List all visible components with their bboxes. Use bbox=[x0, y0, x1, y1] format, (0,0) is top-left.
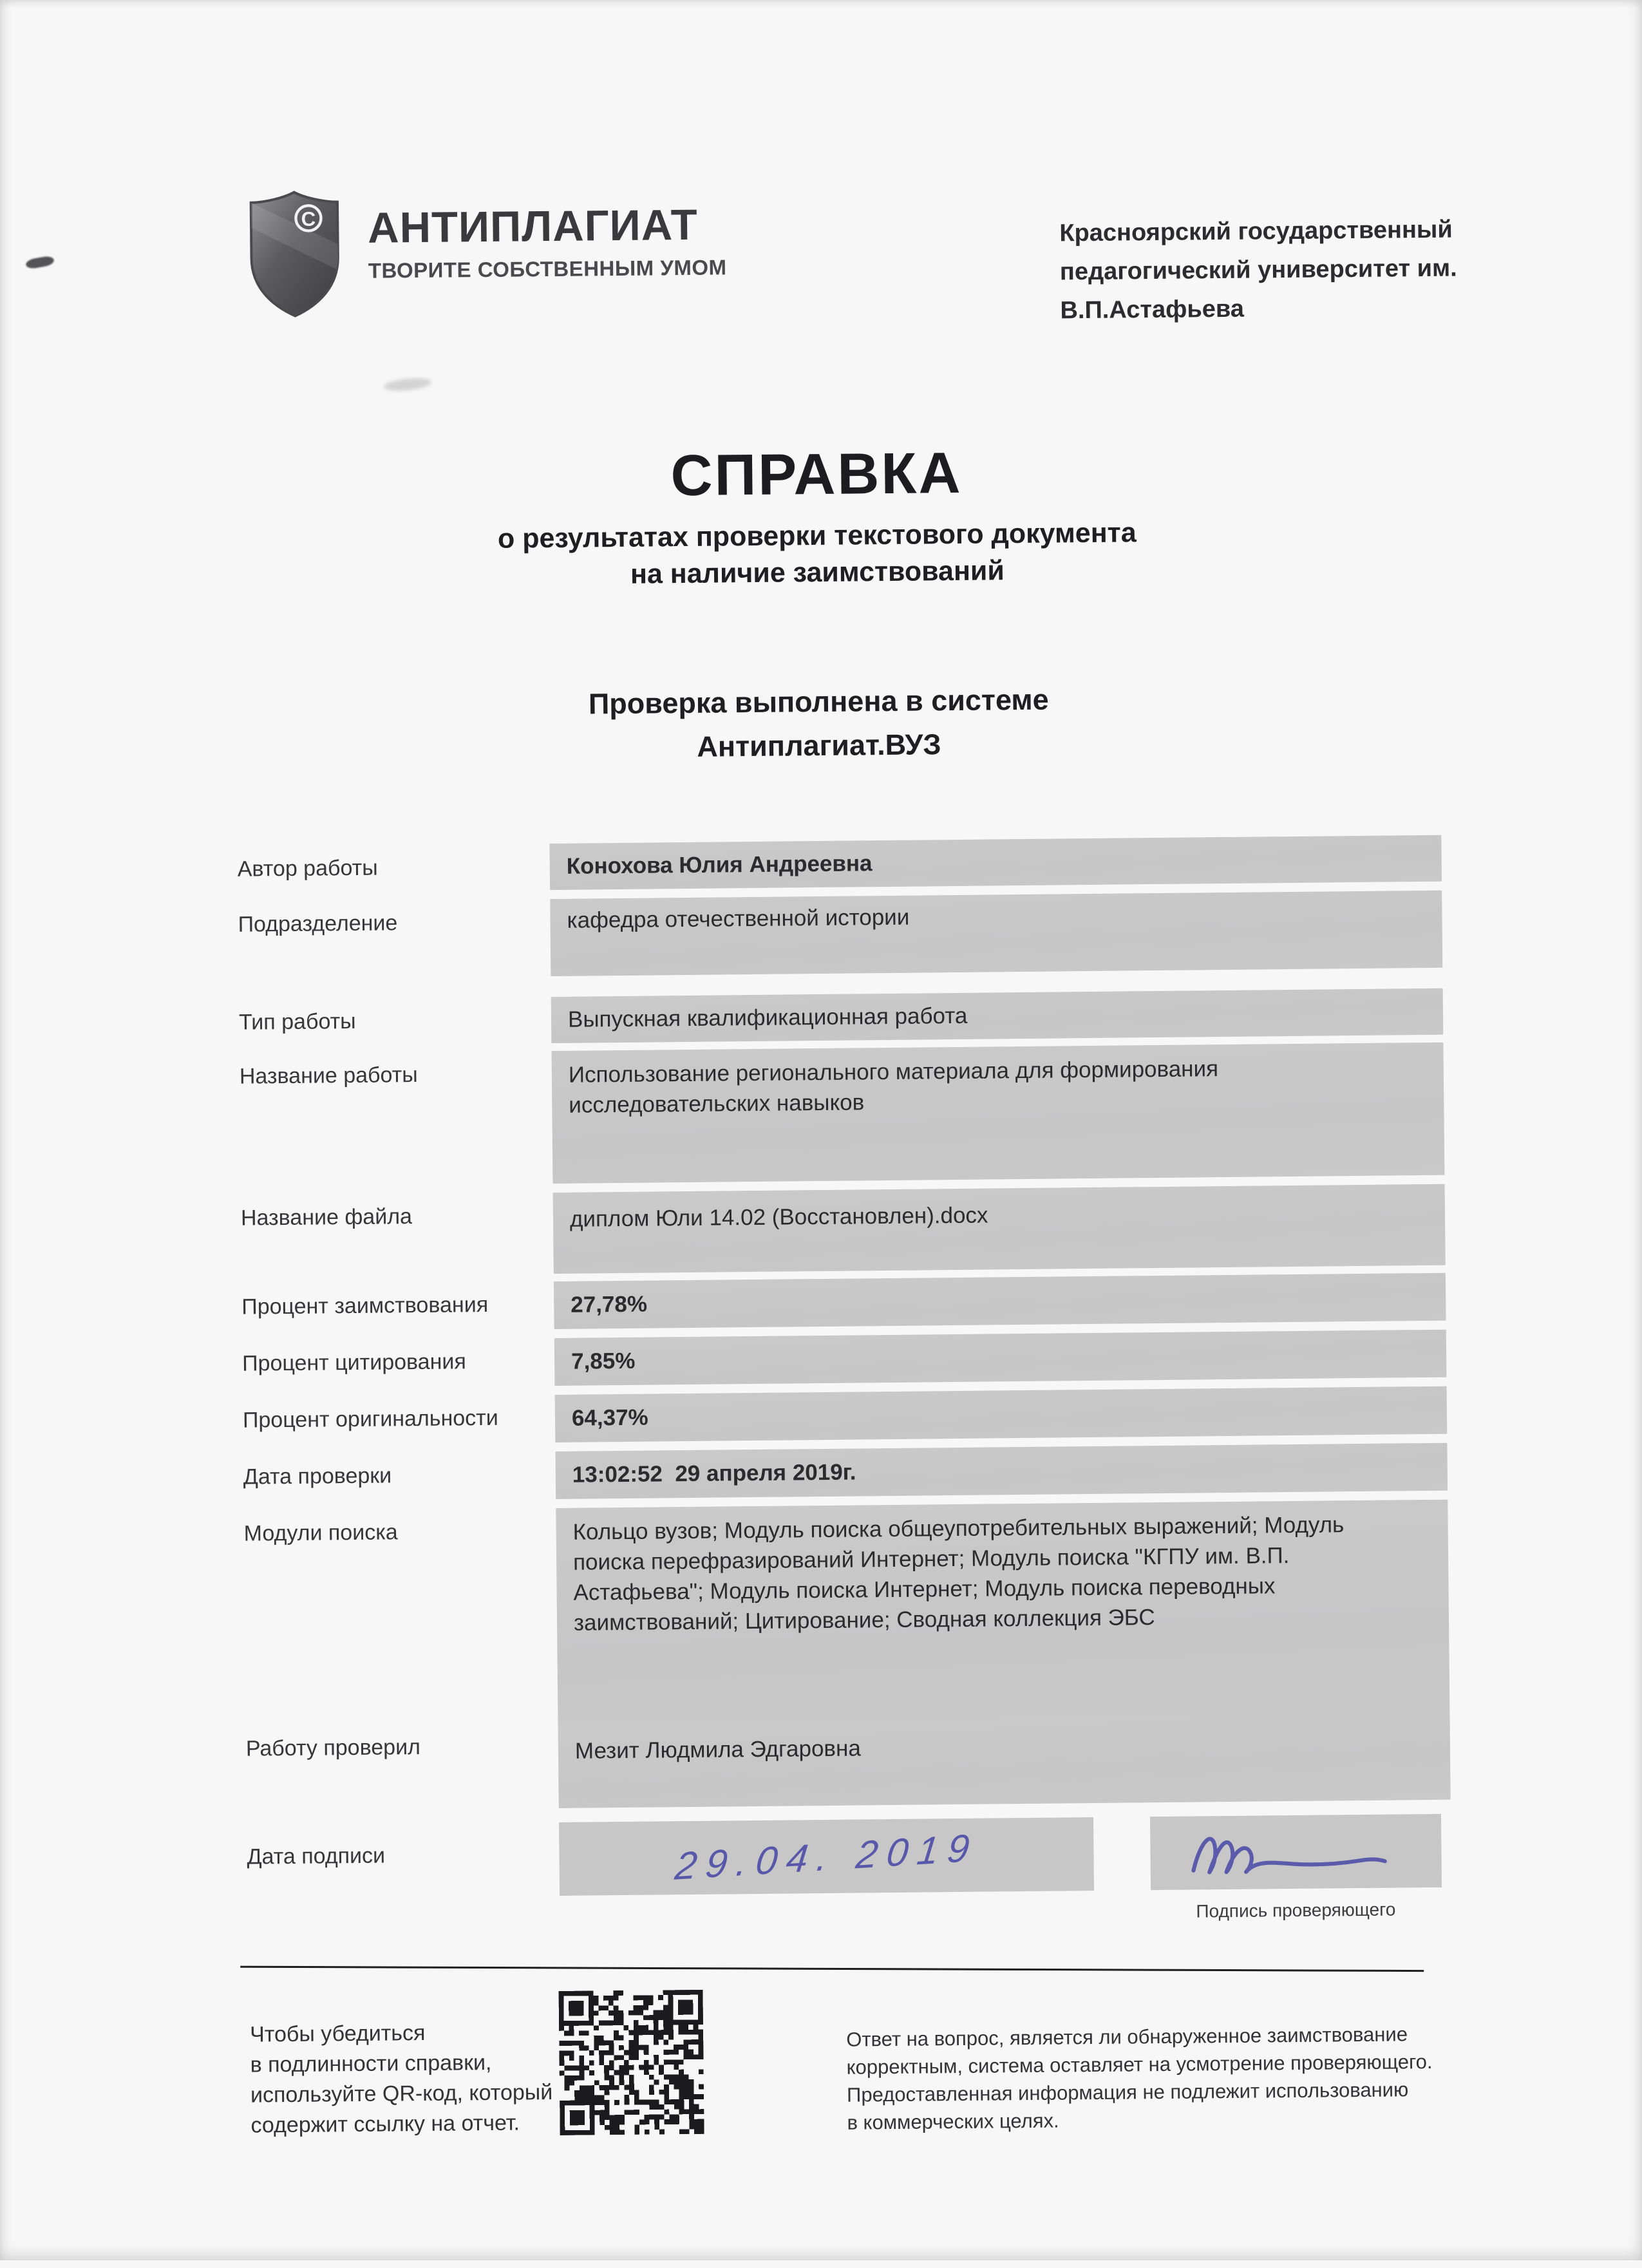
signature-caption: Подпись проверяющего bbox=[1196, 1899, 1396, 1922]
field-label: Процент заимствования bbox=[241, 1292, 489, 1319]
disclaimer-line: в коммерческих целях. bbox=[847, 2109, 1059, 2134]
field-row-author bbox=[237, 835, 1443, 893]
qr-note bbox=[250, 2017, 553, 2140]
signature-box bbox=[1150, 1814, 1442, 1890]
antiplagiat-logo bbox=[243, 185, 728, 318]
field-row-work-type bbox=[239, 988, 1445, 1046]
system-name-line2: Антиплагиат.ВУЗ bbox=[697, 728, 941, 763]
disclaimer-note bbox=[846, 2020, 1433, 2137]
handwritten-signature bbox=[1176, 1806, 1421, 1899]
field-value: 27,78% bbox=[554, 1273, 1446, 1329]
field-label: Процент оригинальности bbox=[242, 1405, 498, 1433]
reviewer-label: Работу проверил bbox=[245, 1735, 421, 1761]
field-label: Тип работы bbox=[238, 1008, 356, 1035]
sign-date-label: Дата подписи bbox=[247, 1843, 386, 1869]
sign-date-box bbox=[559, 1817, 1094, 1896]
shield-copyright-icon bbox=[243, 189, 347, 319]
field-label: Автор работы bbox=[237, 855, 378, 882]
disclaimer-line: Ответ на вопрос, является ли обнаруженное заимствование bbox=[846, 2023, 1408, 2051]
signature-section bbox=[247, 1814, 1453, 1922]
field-row-filename bbox=[241, 1184, 1447, 1277]
field-value: кафедра отечественной истории bbox=[550, 891, 1442, 976]
field-row-borrowing-percent bbox=[241, 1273, 1448, 1332]
field-row-originality-percent bbox=[243, 1386, 1449, 1446]
system-name-line1: Проверка выполнена в системе bbox=[588, 683, 1049, 721]
qr-code bbox=[559, 1990, 704, 2135]
field-value: Кольцо вузов; Модуль поиска общеупотребительных выражений; Модуль поиска перефразирований Интернет; Модуль поиска "КГПУ им. В.П. Астафьева"; Модуль поиска Интернет; Модуль поиска переводных заимствований; Цитирование; Сводная коллекция ЭБС bbox=[556, 1500, 1449, 1741]
field-label: Название работы bbox=[239, 1063, 418, 1089]
field-value: Использование регионального материала для формирования исследовательских навыков bbox=[551, 1043, 1444, 1184]
document-subtitle-line2: на наличие заимствований bbox=[630, 555, 1005, 590]
field-value: 7,85% bbox=[554, 1330, 1447, 1386]
reviewer-name: Мезит Людмила Эдгаровна bbox=[558, 1715, 1451, 1808]
field-label: Дата проверки bbox=[243, 1463, 392, 1489]
document-title: СПРАВКА bbox=[670, 440, 963, 509]
brand-tagline: ТВОРИТЕ СОБСТВЕННЫМ УМОМ bbox=[368, 255, 727, 283]
field-label: Модули поиска bbox=[243, 1520, 398, 1546]
field-value: 64,37% bbox=[555, 1386, 1448, 1442]
university-name: Красноярский государственный педагогический университет им. В.П.Астафьева bbox=[1059, 216, 1457, 325]
field-row-search-modules bbox=[243, 1500, 1451, 1744]
field-label: Название файла bbox=[240, 1204, 413, 1231]
field-label: Процент цитирования bbox=[241, 1349, 466, 1376]
disclaimer-line: корректным, система оставляет на усмотрение проверяющего. bbox=[846, 2050, 1433, 2079]
disclaimer-line: Предоставленная информация не подлежит использованию bbox=[846, 2078, 1409, 2106]
document-subtitle-line1: о результатах проверки текстового документа bbox=[497, 517, 1137, 554]
qr-note-line: используйте QR-код, который bbox=[250, 2080, 553, 2108]
handwritten-date: 29.04. 2019 bbox=[672, 1825, 981, 1888]
brand-name: АНТИПЛАГИАТ bbox=[367, 200, 699, 252]
field-row-department bbox=[238, 891, 1444, 979]
field-value: 13:02:52 29 апреля 2019г. bbox=[555, 1443, 1448, 1499]
qr-note-line: содержит ссылку на отчет. bbox=[250, 2110, 520, 2138]
fields-table bbox=[237, 835, 1451, 1744]
field-row-work-title bbox=[240, 1043, 1446, 1187]
field-row-citation-percent bbox=[242, 1330, 1448, 1389]
field-value: Конохова Юлия Андреевна bbox=[549, 835, 1442, 890]
footer-divider bbox=[240, 1966, 1424, 1972]
field-label: Подразделение bbox=[238, 911, 398, 937]
svg-text:C: C bbox=[301, 207, 316, 231]
field-value: диплом Юли 14.02 (Восстановлен).docx bbox=[553, 1184, 1446, 1274]
qr-note-line: в подлинности справки, bbox=[250, 2050, 492, 2077]
qr-note-line: Чтобы убедиться bbox=[249, 2020, 426, 2047]
field-row-check-date bbox=[243, 1443, 1449, 1502]
field-value: Выпускная квалификационная работа bbox=[551, 988, 1444, 1043]
